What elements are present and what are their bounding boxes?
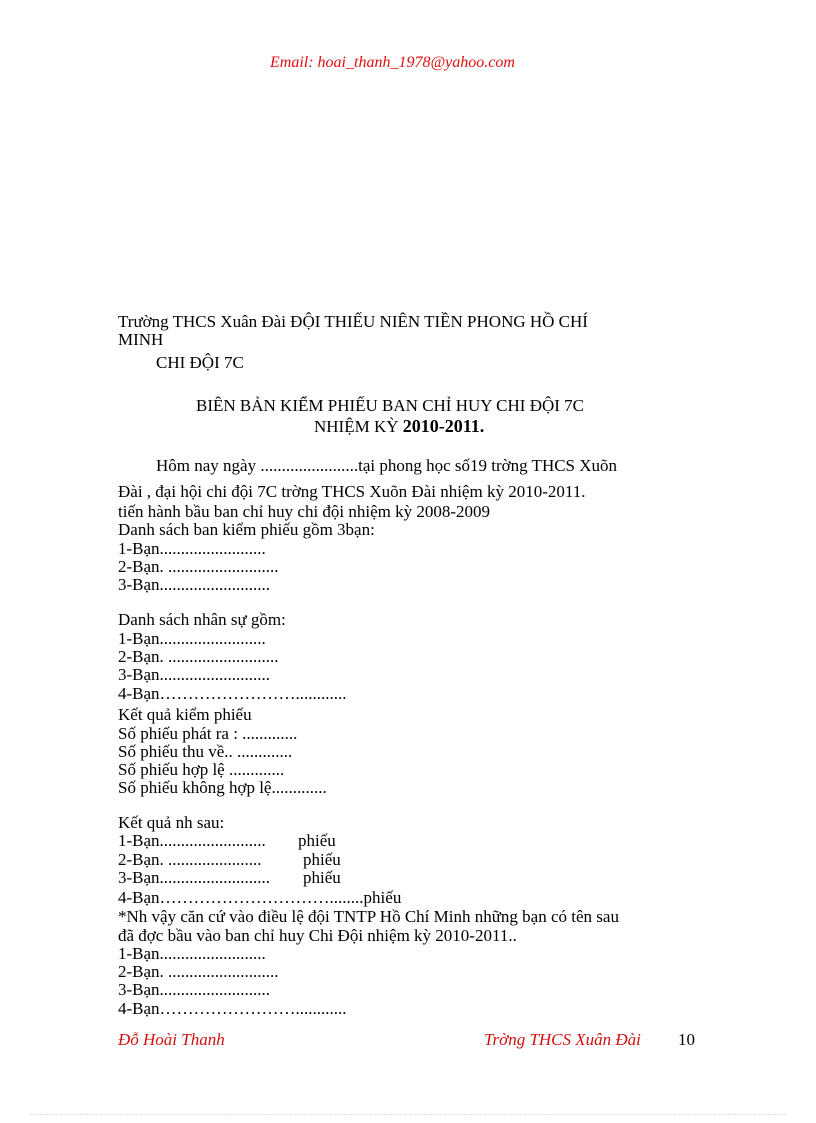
footer-author: Đỗ Hoài Thanh — [118, 1030, 225, 1049]
result-unit: phiếu — [298, 831, 336, 850]
result-unit: phiếu — [303, 850, 341, 869]
list-item: 2-Bạn. .......................... — [118, 557, 279, 576]
chi-doi-line: CHI ĐỘI 7C — [156, 353, 244, 372]
phieu-line: Số phiếu thu về.. ............. — [118, 742, 293, 761]
list-item: 1-Bạn......................... — [118, 539, 266, 558]
result-row — [118, 831, 336, 850]
list-item: 2-Bạn. .......................... — [118, 647, 279, 666]
footer-school: Trờng THCS Xuân Đài — [484, 1030, 641, 1049]
list-item: 2-Bạn. .......................... — [118, 962, 279, 981]
school-line: Trường THCS Xuân Đài ĐỘI THIẾU NIÊN TIỀN PHONG HỒ CHÍ — [118, 312, 588, 331]
ket-qua-kiem-phieu-heading: Kết quả kiểm phiếu — [118, 705, 252, 724]
document-term — [314, 417, 484, 436]
result-name: 1-Bạn......................... — [118, 831, 266, 850]
result-row — [118, 850, 341, 869]
list-item: 3-Bạn.......................... — [118, 980, 271, 999]
intro-line-2: Đài , đại hội chi đội 7C trờng THCS Xuõn Đài nhiệm kỳ 2010-2011. — [118, 482, 586, 501]
conclusion-line-1: *Nh vậy căn cứ vào điều lệ đội TNTP Hồ Chí Minh những bạn có tên sau — [118, 907, 619, 926]
result-name: 2-Bạn. ...................... — [118, 850, 262, 869]
nhan-su-heading: Danh sách nhân sự gồm: — [118, 610, 286, 629]
phieu-line: Số phiếu hợp lệ ............. — [118, 760, 285, 779]
list-item: 1-Bạn......................... — [118, 944, 266, 963]
result-unit: phiếu — [303, 868, 341, 887]
intro-line-1: Hôm nay ngày .......................tại phong học số19 trờng THCS Xuõn — [156, 456, 618, 475]
conclusion-line-2: đã đợc bầu vào ban chỉ huy Chi Đội nhiệm kỳ 2010-2011.. — [118, 926, 517, 945]
document-title: BIÊN BẢN KIỂM PHIẾU BAN CHỈ HUY CHI ĐỘI 7C — [196, 396, 584, 415]
list-item: 3-Bạn.......................... — [118, 575, 271, 594]
list-item: 4-Bạn……………………............ — [118, 684, 347, 703]
minh-line: MINH — [118, 330, 164, 349]
list-item: 4-Bạn……………………............ — [118, 999, 347, 1018]
term-years: 2010-2011. — [402, 416, 485, 436]
list-item: 3-Bạn.......................... — [118, 665, 271, 684]
page-number: 10 — [678, 1030, 695, 1049]
result-name: 3-Bạn.......................... — [118, 868, 271, 887]
ket-qua-heading: Kết quả nh sau: — [118, 813, 225, 832]
phieu-line: Số phiếu phát ra : ............. — [118, 724, 298, 743]
ban-kiem-phieu-heading: Danh sách ban kiểm phiếu gồm 3bạn: — [118, 520, 375, 539]
intro-line-3: tiến hành bầu ban chỉ huy chi đội nhiệm kỳ 2008-2009 — [118, 502, 491, 521]
result-name: 4-Bạn…………………………........phiếu — [118, 888, 402, 907]
term-label: NHIỆM KỲ — [314, 417, 399, 436]
phieu-line: Số phiếu không hợp lệ............. — [118, 778, 327, 797]
result-row — [118, 888, 401, 907]
list-item: 1-Bạn......................... — [118, 629, 266, 648]
email-header: Email: hoai_thanh_1978@yahoo.com — [270, 54, 515, 71]
result-row — [118, 868, 341, 887]
page-bottom-divider — [30, 1114, 786, 1115]
